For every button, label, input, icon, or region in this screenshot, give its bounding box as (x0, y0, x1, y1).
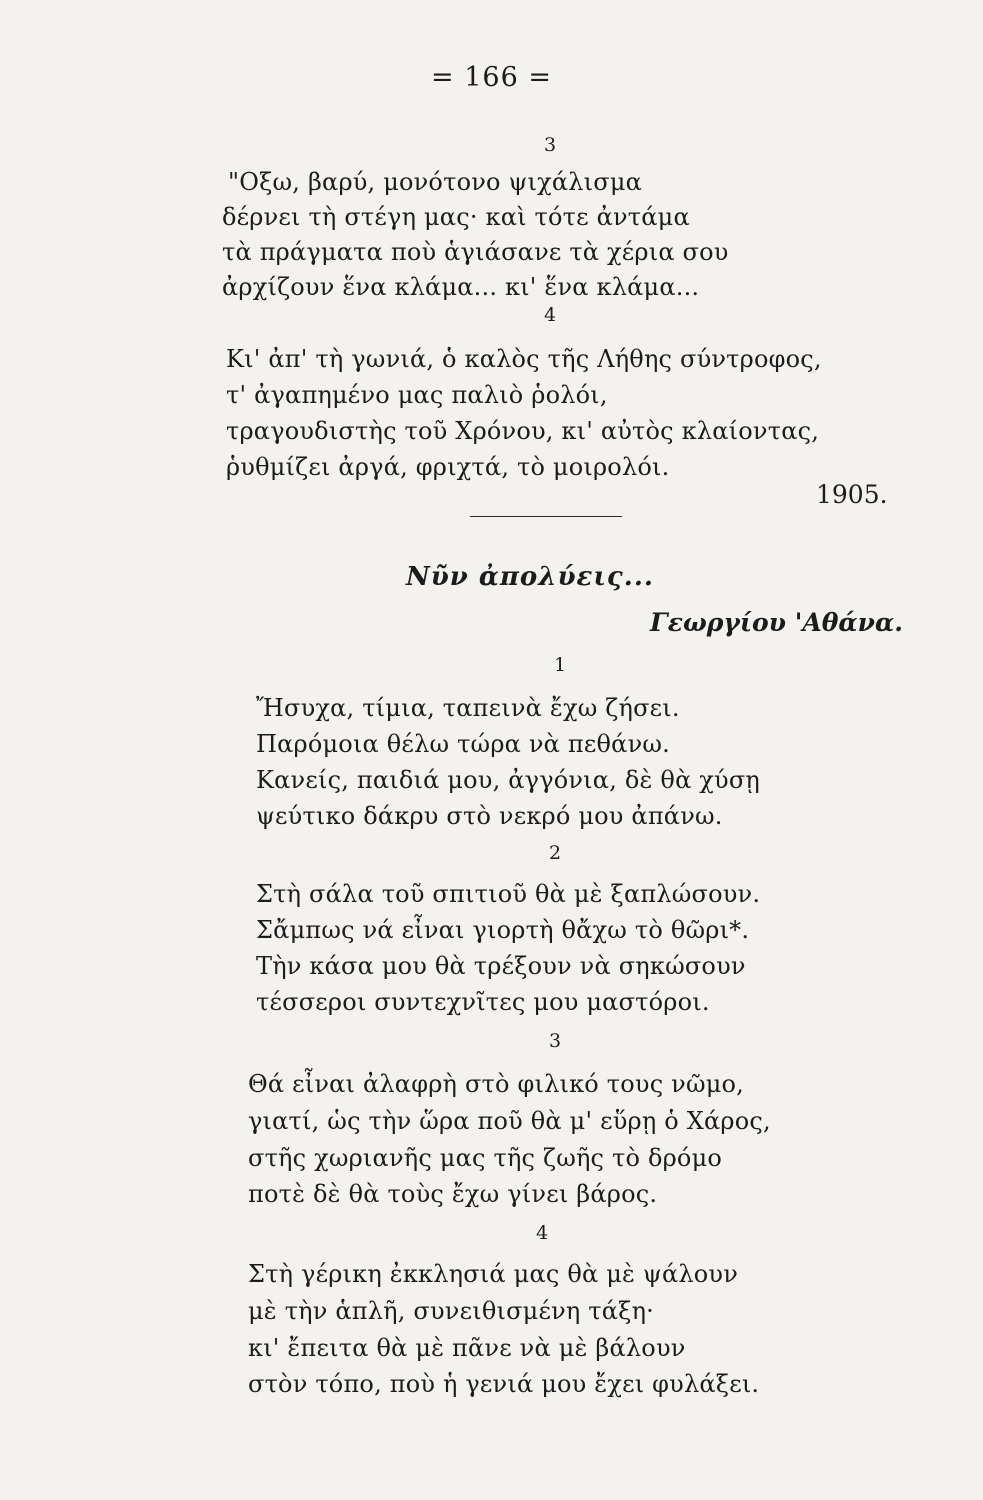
verse-line: τέσσεροι συντεχνῖτες μου μαστόροι. (256, 988, 710, 1016)
verse-line: ποτὲ δὲ θὰ τοὺς ἔχω γίνει βάρος. (248, 1180, 658, 1208)
poem-author: Γεωργίου 'Αθάνα. (650, 608, 903, 637)
verse-line: Τὴν κάσα μου θὰ τρέξουν νὰ σηκώσουν (256, 952, 746, 980)
verse-line: Κι' ἀπ' τὴ γωνιά, ὁ καλὸς τῆς Λήθης σύντροφος, (226, 345, 822, 373)
verse-line: Κανείς, παιδιά μου, ἀγγόνια, δὲ θὰ χύσῃ (256, 766, 760, 794)
verse-line: δέρνει τὴ στέγη μας· καὶ τότε ἀντάμα (222, 203, 690, 231)
page-number: = 166 = (431, 62, 552, 93)
stanza-number: 4 (543, 304, 557, 326)
verse-line: τὰ πράγματα ποὺ ἁγιάσανε τὰ χέρια σου (222, 238, 729, 266)
verse-line: Παρόμοια θέλω τώρα νὰ πεθάνω. (256, 730, 670, 758)
verse-line: Σἄμπως νά εἶναι γιορτὴ θἄχω τὸ θῶρι*. (256, 916, 750, 944)
verse-line: κι' ἔπειτα θὰ μὲ πᾶνε νὰ μὲ βάλουν (248, 1334, 686, 1362)
stanza-number: 3 (548, 1030, 562, 1052)
poem-title: Νῦν ἀπολύεις... (406, 562, 654, 592)
stanza-number: 1 (553, 654, 567, 676)
verse-line: Θά εἶναι ἀλαφρὴ στὸ φιλικό τους νῶμο, (248, 1070, 745, 1098)
stanza-number: 3 (543, 134, 557, 156)
verse-line: ῥυθμίζει ἀργά, φριχτά, τὸ μοιρολόι. (226, 453, 670, 481)
verse-line: Ἤσυχα, τίμια, ταπεινὰ ἔχω ζήσει. (256, 694, 680, 722)
verse-line: μὲ τὴν ἁπλῆ, συνειθισμένη τάξη· (248, 1297, 654, 1325)
verse-line: τραγουδιστὴς τοῦ Χρόνου, κι' αὐτὸς κλαίοντας, (226, 417, 820, 445)
verse-line: γιατί, ὡς τὴν ὥρα ποῦ θὰ μ' εὕρῃ ὁ Χάρος, (248, 1107, 771, 1135)
verse-line: ἀρχίζουν ἕνα κλάμα... κι' ἕνα κλάμα... (222, 273, 700, 301)
stanza-number: 4 (535, 1222, 549, 1244)
verse-line: Στὴ γέρικη ἐκκλησιά μας θὰ μὲ ψάλουν (248, 1260, 738, 1288)
verse-line: τ' ἀγαπημένο μας παλιὸ ῥολόι, (226, 381, 608, 409)
verse-line: στὸν τόπο, ποὺ ἡ γενιά μου ἔχει φυλάξει. (248, 1370, 760, 1398)
verse-line: Στὴ σάλα τοῦ σπιτιοῦ θὰ μὲ ξαπλώσουν. (256, 880, 761, 908)
poem-date: 1905. (816, 480, 888, 509)
verse-line: ψεύτικο δάκρυ στὸ νεκρό μου ἀπάνω. (256, 802, 723, 830)
stanza-number: 2 (548, 842, 562, 864)
verse-line: "Οξω, βαρύ, μονότονο ψιχάλισμα (228, 168, 643, 196)
section-divider (470, 516, 622, 517)
verse-line: στῆς χωριανῆς μας τῆς ζωῆς τὸ δρόμο (248, 1144, 723, 1172)
